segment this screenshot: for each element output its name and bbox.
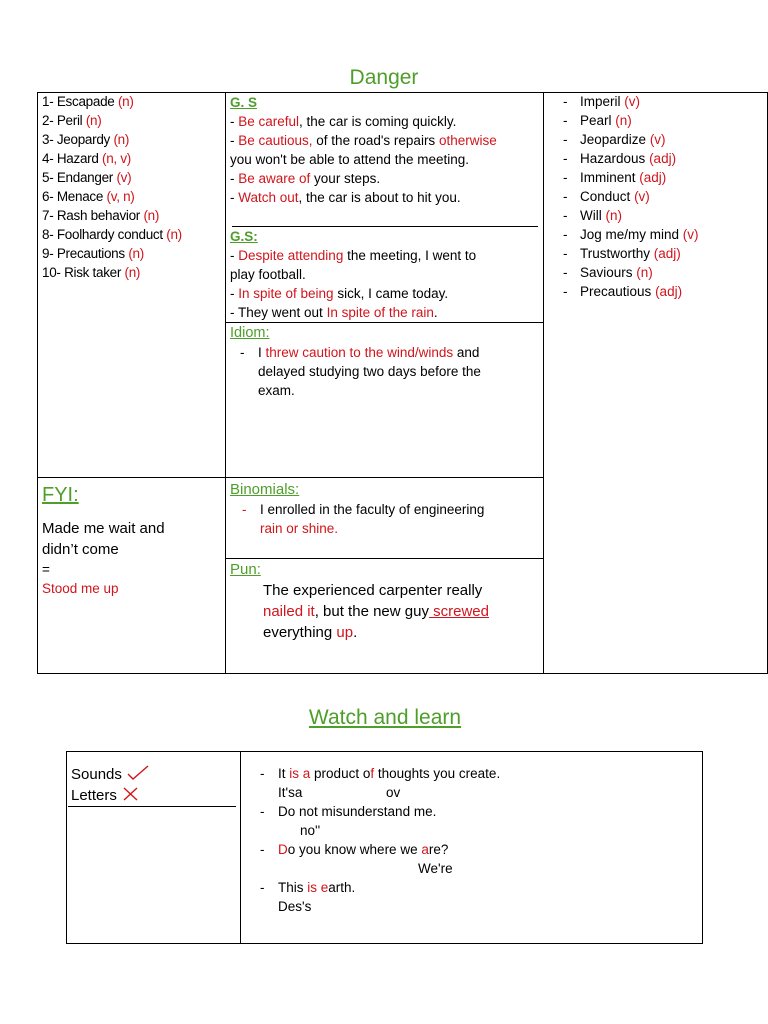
vocab-pos: (v) — [116, 170, 132, 185]
pun-heading: Pun: — [230, 561, 261, 578]
vocab-pos: (n) — [128, 246, 144, 261]
gs1-line-2: - Be cautious, of the road's repairs otherwise — [230, 133, 497, 148]
vocab-item — [42, 130, 182, 149]
vocab-word: 5- Endanger — [42, 170, 114, 185]
vocab-item — [42, 111, 182, 130]
derived-item — [563, 149, 699, 168]
vocab-pos: (n) — [117, 94, 134, 109]
bullet-dash: - — [563, 189, 568, 204]
derived-pos: (adj) — [655, 284, 683, 299]
binomials-section — [230, 480, 484, 538]
cross-icon — [121, 786, 141, 802]
vocab-item — [42, 187, 182, 206]
derived-item — [563, 130, 699, 149]
derived-word: Saviours — [580, 265, 633, 280]
derived-word: Trustworthy — [580, 246, 651, 261]
col-divider-1 — [225, 92, 226, 674]
derived-item — [563, 282, 699, 301]
col-divider-2 — [543, 92, 544, 674]
sentence-3-sub: We're — [418, 861, 453, 876]
pun-line-1: The experienced carpenter really — [263, 582, 483, 599]
idiom-line-3: exam. — [258, 383, 295, 398]
watch-underline — [68, 806, 236, 807]
idiom-line-2: delayed studying two days before the — [258, 364, 481, 379]
derived-word: Will — [580, 208, 602, 223]
derived-item — [563, 168, 699, 187]
pun-line-3: everything up. — [263, 624, 358, 641]
fyi-section — [42, 482, 165, 598]
sentence-4-sub: Des's — [278, 899, 312, 914]
bullet-dash: - — [563, 208, 568, 223]
derived-word: Conduct — [580, 189, 631, 204]
derived-item — [563, 111, 699, 130]
bullet-dash: - — [563, 246, 568, 261]
bullet-dash: - — [563, 132, 568, 147]
derived-pos: (n) — [605, 208, 623, 223]
watch-col-divider — [240, 751, 241, 944]
bullet-dash: - — [563, 94, 568, 109]
fyi-line-2: didn’t come — [42, 541, 119, 558]
vocab-pos: (n) — [166, 227, 182, 242]
vocab-item — [42, 225, 182, 244]
gs2-section — [230, 227, 476, 322]
bullet-dash: - — [563, 113, 568, 128]
sentence-1: - It is a product of thoughts you create. — [260, 766, 501, 781]
sentence-4: - This is earth. — [260, 880, 356, 895]
vocab-pos: (n, v) — [102, 151, 131, 166]
check-icon — [126, 765, 150, 781]
bullet-dash: - — [563, 170, 568, 185]
fyi-heading: FYI: — [42, 484, 79, 506]
vocab-pos: (n) — [124, 265, 141, 280]
vocab-word: 8- Foolhardy conduct — [42, 227, 163, 242]
vocab-list — [42, 92, 182, 282]
vocab-word: 3- Jeopardy — [42, 132, 110, 147]
derived-word: Jeopardize — [580, 132, 647, 147]
gs1-line-3: you won't be able to attend the meeting. — [230, 152, 469, 167]
derived-item — [563, 225, 699, 244]
vocab-pos: (n) — [143, 208, 160, 223]
pun-section — [230, 560, 489, 643]
binomials-line-2: rain or shine. — [260, 521, 339, 536]
vocab-item — [42, 206, 182, 225]
gs2-line-3: - In spite of being sick, I came today. — [230, 286, 449, 301]
fyi-equals: = — [42, 562, 50, 577]
derived-item — [563, 263, 699, 282]
vocab-word: 9- Precautions — [42, 246, 125, 261]
fyi-answer: Stood me up — [42, 581, 119, 596]
derived-item — [563, 92, 699, 111]
gs1-line-4: - Be aware of your steps. — [230, 171, 381, 186]
derived-pos: (n) — [636, 265, 653, 280]
derived-word: Hazardous — [580, 151, 646, 166]
vocab-pos: (n) — [113, 132, 130, 147]
derived-pos: (v) — [634, 189, 650, 204]
derived-word: Jog me/my mind — [580, 227, 680, 242]
gs2-line-4: - They went out In spite of the rain. — [230, 305, 438, 320]
idiom-section — [230, 324, 481, 400]
sentence-3: - Do you know where we are? — [260, 842, 449, 857]
gs2-line-1: - Despite attending the meeting, I went to — [230, 248, 477, 263]
binomials-divider — [225, 477, 543, 478]
page-title: Danger — [349, 66, 419, 89]
gs2-heading: G.S: — [230, 229, 258, 244]
vocab-pos: (n) — [85, 113, 102, 128]
sentences — [260, 764, 500, 916]
left-row-divider — [37, 477, 225, 478]
vocab-word: 10- Risk taker — [42, 265, 122, 280]
vocab-word: 1- Escapade — [42, 94, 115, 109]
idiom-heading: Idiom: — [230, 325, 270, 341]
idiom-divider — [225, 322, 543, 323]
legend — [71, 764, 150, 806]
vocab-item — [42, 263, 182, 282]
binomials-heading: Binomials: — [230, 481, 300, 498]
vocab-word: 2- Peril — [42, 113, 83, 128]
vocab-word: 7- Rash behavior — [42, 208, 141, 223]
gs1-heading: G. S — [230, 95, 258, 110]
vocab-word: 4- Hazard — [42, 151, 99, 166]
bullet-dash: - — [563, 265, 568, 280]
derived-item — [563, 244, 699, 263]
vocab-item — [42, 149, 182, 168]
derived-word: Imperil — [580, 94, 621, 109]
derived-word: Imminent — [580, 170, 636, 185]
derived-pos: (v) — [682, 227, 699, 242]
fyi-line-1: Made me wait and — [42, 520, 165, 537]
vocab-pos: (v, n) — [106, 189, 135, 204]
vocab-word: 6- Menace — [42, 189, 104, 204]
derived-word: Precautious — [580, 284, 652, 299]
derived-pos: (adj) — [649, 151, 677, 166]
derived-pos: (v) — [624, 94, 641, 109]
gs1-line-5: - Watch out, the car is about to hit you. — [230, 190, 461, 205]
gs2-line-2: play football. — [230, 267, 306, 282]
idiom-line-1: - I threw caution to the wind/winds and — [240, 345, 480, 360]
bullet-dash: - — [563, 151, 568, 166]
derived-pos: (v) — [649, 132, 666, 147]
binomials-line-1: - I enrolled in the faculty of engineering — [242, 502, 485, 517]
bullet-dash: - — [563, 227, 568, 242]
derived-item — [563, 187, 699, 206]
derived-item — [563, 206, 699, 225]
pun-divider — [225, 558, 543, 559]
vocab-item — [42, 92, 182, 111]
sentence-2-sub: no'' — [300, 823, 321, 838]
pun-line-2: nailed it, but the new guy screwed — [263, 603, 489, 620]
derived-pos: (adj) — [639, 170, 667, 185]
derived-pos: (n) — [615, 113, 632, 128]
bullet-dash: - — [563, 284, 568, 299]
gs1-line-1: - Be careful, the car is coming quickly. — [230, 114, 457, 129]
sentence-2: - Do not misunderstand me. — [260, 804, 437, 819]
derived-word: Pearl — [580, 113, 612, 128]
watch-title: Watch and learn — [308, 706, 462, 729]
vocab-item — [42, 244, 182, 263]
derived-list — [563, 92, 699, 301]
derived-pos: (adj) — [653, 246, 681, 261]
vocab-item — [42, 168, 182, 187]
legend-sounds: Sounds — [71, 764, 150, 785]
sentence-1-sub: It'sa ov — [278, 785, 401, 800]
legend-letters: Letters — [71, 785, 150, 806]
gs1-section — [230, 93, 497, 207]
